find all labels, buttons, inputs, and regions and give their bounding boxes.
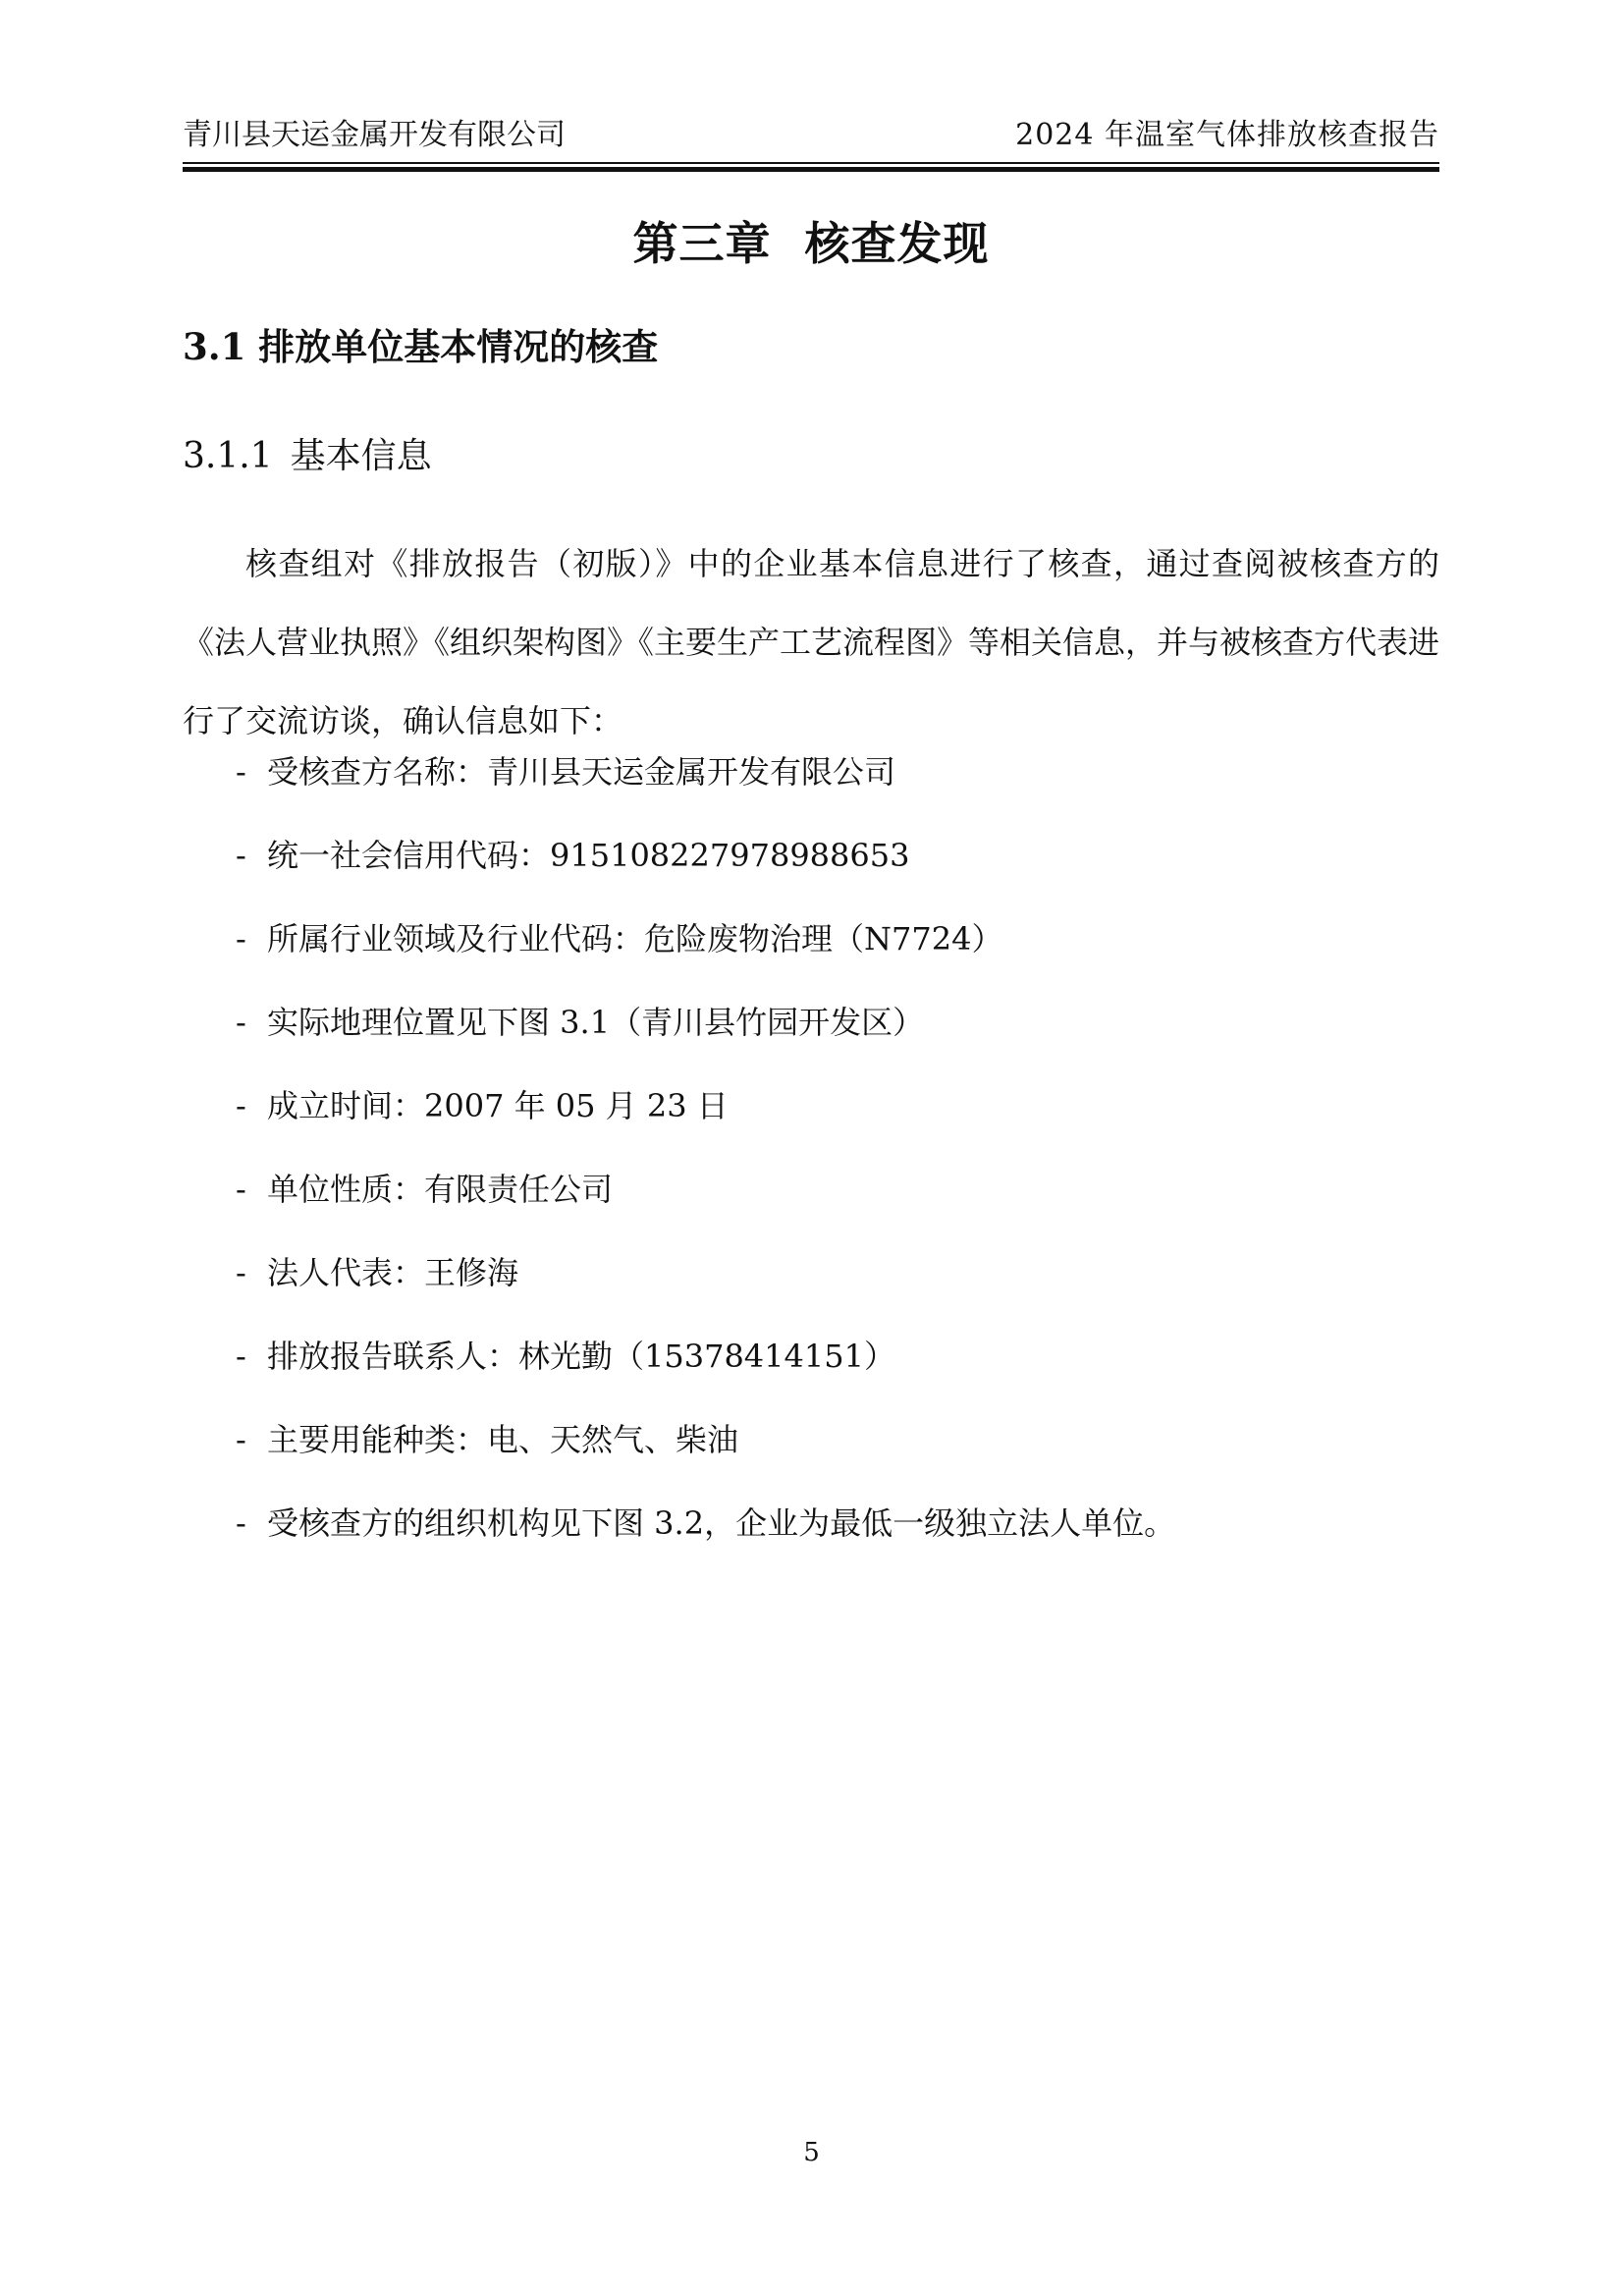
list-dash: -: [236, 753, 246, 791]
subsection-number: 3.1.1: [183, 436, 273, 476]
list-item-text: 法人代表：王修海: [267, 1254, 519, 1291]
list-item-text: 主要用能种类：电、天然气、柴油: [267, 1421, 739, 1458]
list-item: [236, 1317, 1434, 1400]
header-rule-thin: [183, 162, 1439, 164]
list-item-text: 排放报告联系人：林光勤（15378414151）: [267, 1338, 895, 1375]
list-item-text: 成立时间：2007 年 05 月 23 日: [267, 1087, 729, 1124]
list-dash: -: [236, 920, 246, 957]
list-item: [236, 1066, 1434, 1150]
list-item: [236, 1233, 1434, 1317]
list-item-text: 统一社会信用代码：915108227978988653: [267, 837, 910, 874]
list-item-text: 实际地理位置见下图 3.1（青川县竹园开发区）: [267, 1004, 925, 1041]
section-heading: 3.1 排放单位基本情况的核查: [183, 325, 659, 368]
list-item: [236, 1484, 1434, 1567]
list-item: [236, 1150, 1434, 1233]
header-rule-thick: [183, 167, 1439, 172]
subsection-title: 基本信息: [290, 436, 432, 476]
list-dash: -: [236, 837, 246, 874]
list-dash: -: [236, 1171, 246, 1208]
list-dash: -: [236, 1421, 246, 1458]
page-header: [183, 116, 1439, 155]
page-number: 5: [803, 2138, 820, 2167]
list-item: [236, 983, 1434, 1066]
header-company-name: 青川县天运金属开发有限公司: [183, 118, 566, 152]
list-item-text: 受核查方名称：青川县天运金属开发有限公司: [267, 753, 896, 791]
list-item: [236, 816, 1434, 900]
list-dash: -: [236, 1254, 246, 1291]
info-list: [236, 733, 1434, 1567]
list-item-text: 受核查方的组织机构见下图 3.2，企业为最低一级独立法人单位。: [267, 1504, 1176, 1542]
chapter-title: 第三章 核查发现: [632, 217, 990, 270]
list-dash: -: [236, 1087, 246, 1124]
intro-paragraph: 核查组对《排放报告（初版）》中的企业基本信息进行了核查，通过查阅被核查方的《法人营业执照》《组织架构图》《主要生产工艺流程图》等相关信息，并与被核查方代表进行了交流访谈，确认信息如下：: [183, 545, 1440, 739]
list-dash: -: [236, 1504, 246, 1542]
list-dash: -: [236, 1338, 246, 1375]
list-item: [236, 733, 1434, 816]
list-dash: -: [236, 1004, 246, 1041]
list-item-text: 单位性质：有限责任公司: [267, 1171, 614, 1208]
list-item-text: 所属行业领域及行业代码：危险废物治理（N7724）: [267, 920, 1003, 957]
list-item: [236, 1400, 1434, 1484]
header-report-title: 2024 年温室气体排放核查报告: [1015, 118, 1439, 152]
subsection-heading: [183, 432, 432, 481]
list-item: [236, 900, 1434, 983]
